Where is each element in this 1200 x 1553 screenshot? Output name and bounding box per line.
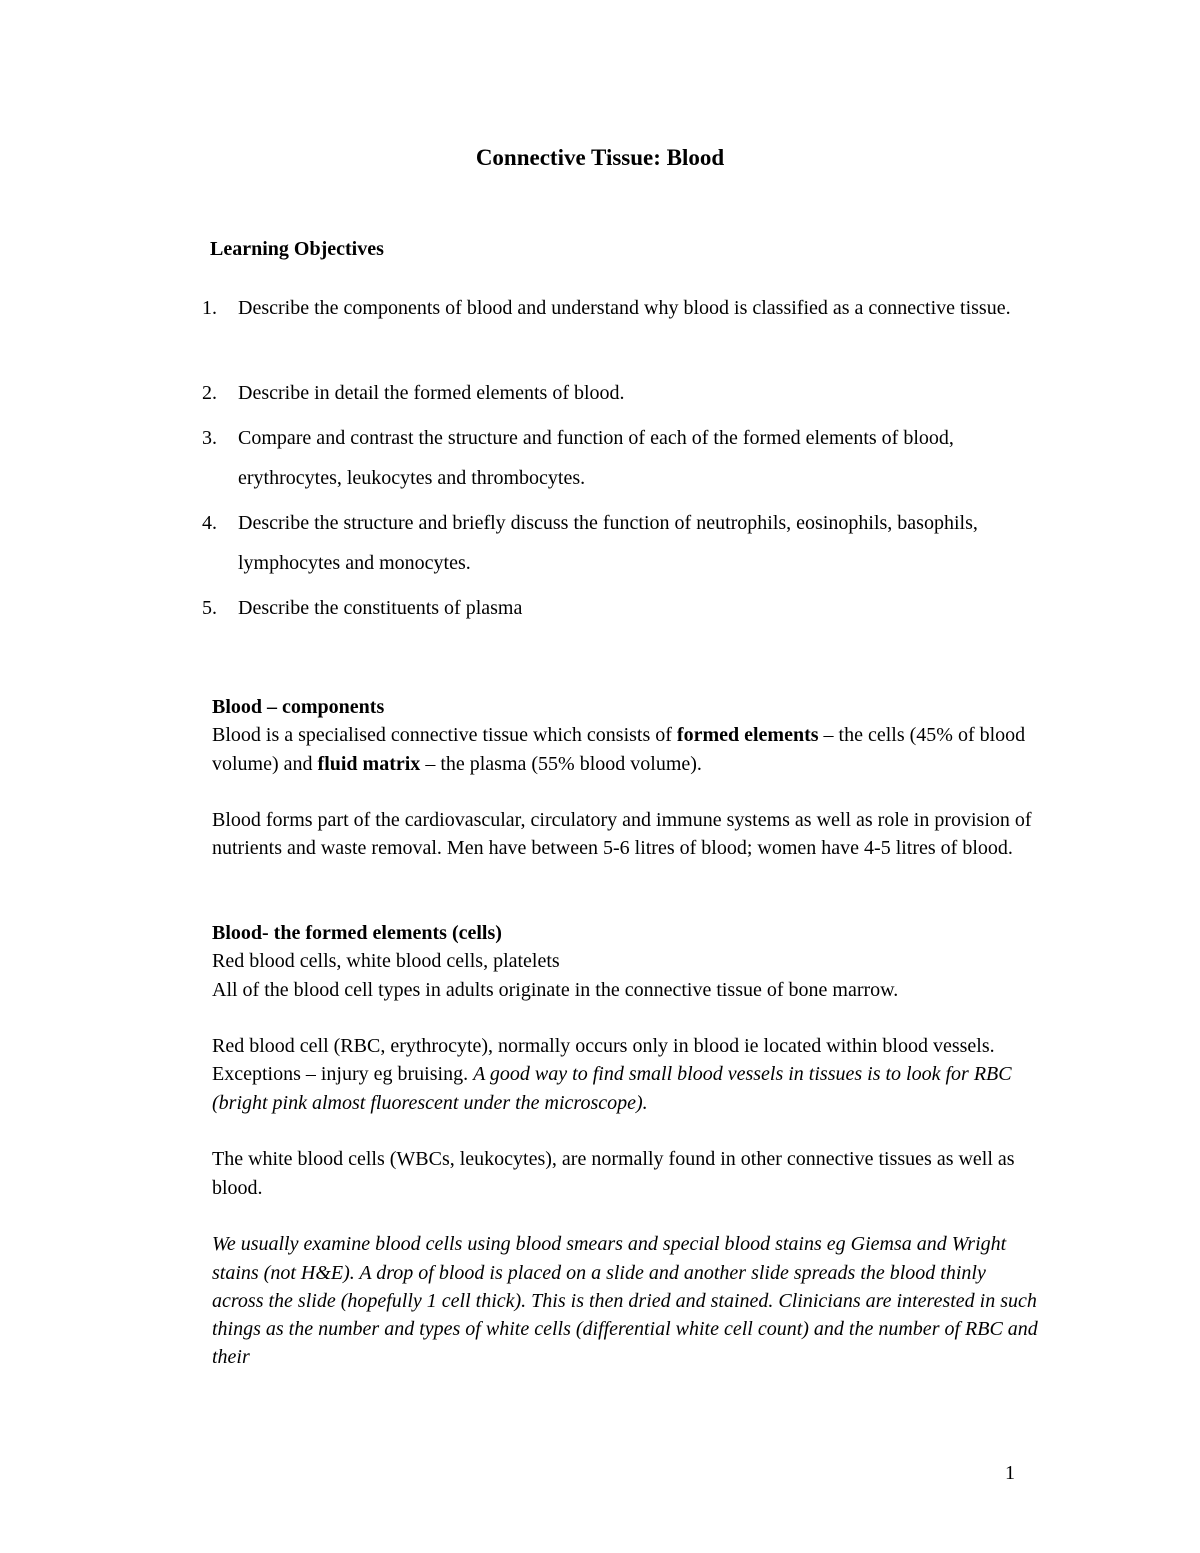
objective-number: 3. <box>202 427 217 449</box>
formed-elements-term: formed elements <box>676 724 819 747</box>
objective-number: 2. <box>202 382 217 404</box>
objective-item-5 <box>202 588 1062 628</box>
fluid-matrix-term: fluid matrix <box>317 752 421 775</box>
objective-text: Describe the components of blood and understand why blood is classified as a connective tissue. <box>238 297 1011 319</box>
blood-smear-paragraph: We usually examine blood cells using blood smears and special blood stains eg Giemsa and Wright stains (not H&E). A drop of blood is placed on a slide and another slide spreads the blood thinly across the slide (hopefully 1 cell thick). This is then dried and stained. Clinicians are interested in such things as the number and types of white cells (differential white cell count) and the number of RBC and their <box>212 1233 1038 1369</box>
rbc-tip-text: A good way to find small blood vessels in tissues is to look for RBC (bright pink almost fluorescent under the microscope). <box>212 1063 1012 1114</box>
page-number: 1 <box>1005 1462 1015 1484</box>
objective-text: Describe the constituents of plasma <box>238 597 523 619</box>
components-heading: Blood – components <box>212 696 385 718</box>
rbc-text: Red blood cell (RBC, erythrocyte), normally occurs only in blood ie located within blood vessels. Exceptions – injury eg bruising. <box>212 1035 995 1086</box>
formed-elements-section <box>212 919 1042 1372</box>
rbc-paragraph <box>212 1032 1042 1117</box>
objective-number: 5. <box>202 597 217 619</box>
components-section <box>212 693 1042 863</box>
page-title: Connective Tissue: Blood <box>475 145 725 170</box>
objective-number: 4. <box>202 512 217 534</box>
objective-number: 1. <box>202 297 217 319</box>
learning-objectives-heading: Learning Objectives <box>210 238 384 260</box>
systems-paragraph: Blood forms part of the cardiovascular, circulatory and immune systems as well as role in provision of nutrients and waste removal. Men have between 5-6 litres of blood; women have 4-5 litres of blood. <box>212 809 1032 860</box>
objective-item-3 <box>202 418 1062 498</box>
wbc-paragraph: The white blood cells (WBCs, leukocytes), are normally found in other connective tissues as well as blood. <box>212 1148 1015 1199</box>
objective-text: Describe the structure and briefly discuss the function of neutrophils, eosinophils, basophils, lymphocytes and monocytes. <box>238 512 978 574</box>
objective-item-1 <box>202 288 1062 328</box>
objective-text: Compare and contrast the structure and function of each of the formed elements of blood, erythrocytes, leukocytes and thrombocytes. <box>238 427 954 489</box>
objective-text: Describe in detail the formed elements of blood. <box>238 382 625 404</box>
bone-marrow-sentence: All of the blood cell types in adults originate in the connective tissue of bone marrow. <box>212 978 899 1001</box>
objective-item-4 <box>202 503 1062 583</box>
components-text: Blood is a specialised connective tissue which consists of <box>212 724 677 747</box>
components-text: – the plasma (55% blood volume). <box>420 752 702 775</box>
formed-elements-list: Red blood cells, white blood cells, platelets <box>212 950 560 973</box>
components-paragraph <box>212 721 1042 778</box>
objective-item-2 <box>202 373 1062 413</box>
formed-elements-heading: Blood- the formed elements (cells) <box>212 922 502 944</box>
components-text: – the cells (45% of blood volume) and <box>212 724 1026 775</box>
